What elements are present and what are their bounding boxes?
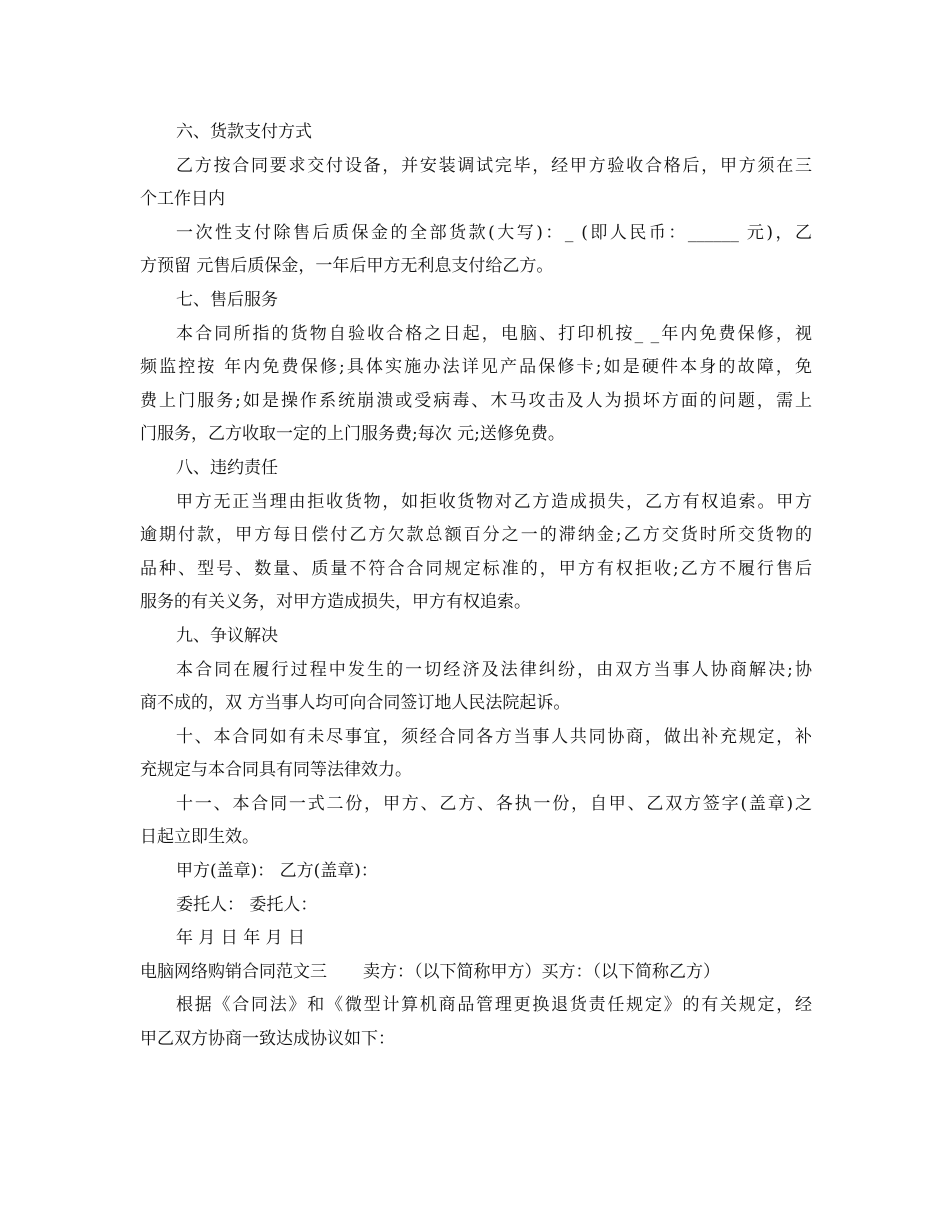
paragraph-line: 门服务，乙方收取一定的上门服务费;每次 元;送修免费。 <box>140 424 565 445</box>
signature-agents: 委托人： 委托人： <box>176 894 318 915</box>
paragraph-line: 频监控按 年内免费保修;具体实施办法详见产品保修卡;如是硬件本身的故障，免 <box>140 357 812 378</box>
paragraph-line: 根据《合同法》和《微型计算机商品管理更换退货责任规定》的有关规定，经 <box>176 995 812 1016</box>
paragraph-line: 本合同所指的货物自验收合格之日起，电脑、打印机按_ _年内免费保修，视 <box>176 323 812 344</box>
section-heading-liability: 八、违约责任 <box>176 457 278 478</box>
paragraph-line: 充规定与本合同具有同等法律效力。 <box>140 760 412 781</box>
signature-dates: 年 月 日 年 月 日 <box>176 928 306 949</box>
next-contract-header <box>140 956 812 990</box>
paragraph-line: 逾期付款，甲方每日偿付乙方欠款总额百分之一的滞纳金;乙方交货时所交货物的 <box>140 525 812 546</box>
next-contract-title: 电脑网络购销合同范文三 <box>140 961 327 982</box>
document-body <box>140 116 812 1057</box>
paragraph-line: 费上门服务;如是操作系统崩溃或受病毒、木马攻击及人为损坏方面的问题，需上 <box>140 390 812 411</box>
paragraph-line: 甲方无正当理由拒收货物，如拒收货物对乙方造成损失，乙方有权追索。甲方 <box>176 491 812 512</box>
paragraph-line: 本合同在履行过程中发生的一切经济及法律纠纷，由双方当事人协商解决;协 <box>176 659 812 680</box>
paragraph-line: 服务的有关义务，对甲方造成损失，甲方有权追索。 <box>140 592 531 613</box>
paragraph-line: 个工作日内 <box>140 189 225 210</box>
section-heading-dispute: 九、争议解决 <box>176 625 278 646</box>
paragraph-line: 十一、本合同一式二份，甲方、乙方、各执一份，自甲、乙双方签字(盖章)之 <box>176 793 812 814</box>
paragraph-line: 一次性支付除售后质保金的全部货款(大写)：_ (即人民币：______ 元)，乙 <box>176 222 812 243</box>
paragraph-line: 十、本合同如有未尽事宜，须经合同各方当事人共同协商，做出补充规定，补 <box>176 726 812 747</box>
paragraph-line: 方预留 元售后质保金，一年后甲方无利息支付给乙方。 <box>140 256 554 277</box>
paragraph-line: 商不成的，双 方当事人均可向合同签订地人民法院起诉。 <box>140 693 571 714</box>
paragraph-line: 甲乙双方协商一致达成协议如下： <box>140 1029 395 1050</box>
paragraph-line: 日起立即生效。 <box>140 827 259 848</box>
section-heading-payment: 六、货款支付方式 <box>176 122 312 142</box>
paragraph-line: 品种、型号、数量、质量不符合合同规定标准的，甲方有权拒收;乙方不履行售后 <box>140 558 812 579</box>
section-heading-after-sales: 七、售后服务 <box>176 289 278 310</box>
signature-parties: 甲方(盖章)： 乙方(盖章)： <box>176 861 378 882</box>
next-contract-parties: 卖方：（以下简称甲方）买方：（以下简称乙方） <box>363 961 720 982</box>
paragraph-line: 乙方按合同要求交付设备，并安装调试完毕，经甲方验收合格后，甲方须在三 <box>176 155 812 176</box>
